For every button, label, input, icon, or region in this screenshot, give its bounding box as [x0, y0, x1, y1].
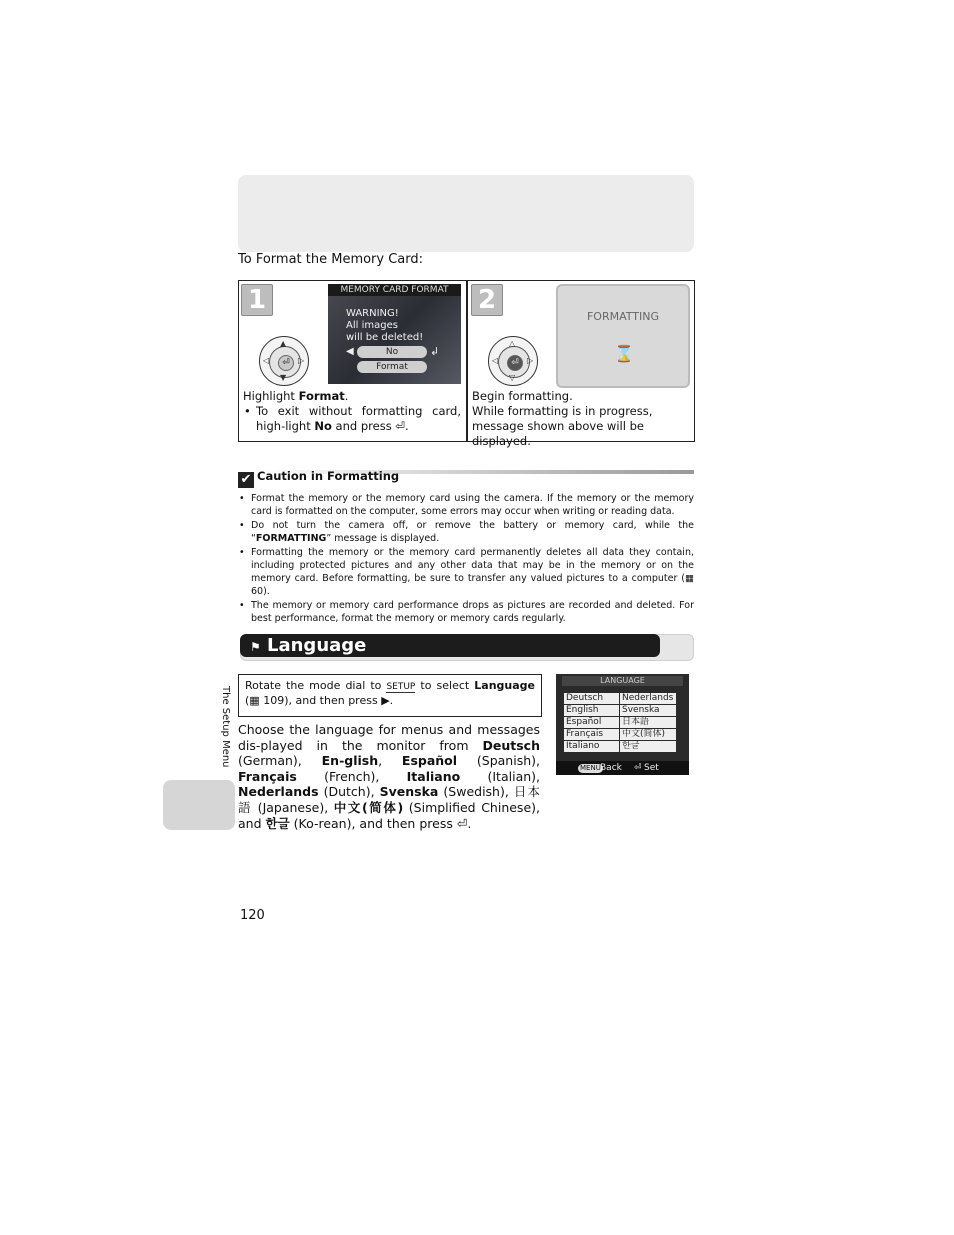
language-option: 中文(简体) [620, 729, 676, 740]
formatting-screen [556, 284, 690, 388]
reference-icon: ▦ [249, 694, 260, 707]
warning-line-1: WARNING! [346, 308, 399, 319]
language-option: Nederlands [620, 693, 676, 704]
warning-line-3: will be deleted! [346, 332, 424, 343]
list-item: • Format the memory or the memory card using the camera. If the memory or the memory card is formatted on the computer, some errors may occur when writing or reading data. [238, 492, 694, 518]
step-1-text: Highlight Format. • To exit without formatting card, high-light No and press ⏎. [243, 389, 461, 433]
instruction-box: Rotate the mode dial to SETUP to select Language (▦ 109), and then press ▶. [238, 674, 542, 717]
list-item: • The memory or memory card performance drops as pictures are recorded and deleted. For best performance, format the memory or memory cards regularly. [238, 599, 694, 625]
language-option: Italiano [564, 741, 619, 752]
language-option: Svenska [620, 705, 676, 716]
intro-heading: To Format the Memory Card: [238, 252, 424, 267]
caution-list [238, 492, 694, 626]
menu-button-icon: MENU [580, 764, 601, 772]
check-icon: ✔ [238, 472, 254, 488]
language-description: Choose the language for menus and messages dis-played in the monitor from Deutsch (German), En-glish, Español (Spanish), Français (French), Italiano (Italian), Nederlands (Dutch), Svenska (Swedish), 日本語 (Japanese), 中文(简体) (Simplified Chinese), and 한글 (Ko-rean), and then press ⏎. [238, 722, 540, 831]
flag-icon: ⚑ [250, 640, 261, 654]
enter-button-icon: ⏎ [456, 815, 468, 831]
step-2-number: 2 [471, 284, 503, 316]
language-screen-footer [556, 761, 689, 775]
option-format: Format [357, 361, 427, 373]
language-screen [556, 674, 689, 775]
back-label: Back [600, 763, 622, 773]
set-label: Set [644, 763, 659, 773]
setup-mode-icon: SETUP [386, 682, 416, 692]
enter-button-icon: ⏎ [278, 355, 294, 371]
language-screen-title: LANGUAGE [562, 676, 683, 686]
language-option: English [564, 705, 619, 716]
language-option: 日本語 [620, 717, 676, 728]
header-band [238, 175, 694, 252]
language-option: Español [564, 717, 619, 728]
section-title: Language [267, 635, 367, 656]
step-1-number: 1 [241, 284, 273, 316]
enter-button-icon: ⏎ [507, 355, 523, 371]
format-screen-title: MEMORY CARD FORMAT [328, 284, 461, 296]
list-item: • Do not turn the camera off, or remove the battery or memory card, while the “FORMATTING” message is displayed. [238, 519, 694, 545]
left-arrow-icon: ◀ [346, 346, 354, 357]
section-tab [163, 780, 235, 830]
side-section-label: The Setup Menu [220, 686, 231, 768]
hourglass-icon: ⌛ [614, 344, 634, 363]
language-option: 한글 [620, 741, 676, 752]
warning-line-2: All images [346, 320, 398, 331]
section-title-bar [240, 634, 660, 657]
right-arrow-icon: ▶ [381, 694, 390, 707]
caution-heading: ✔ Caution in Formatting [238, 469, 399, 488]
list-item: • Formatting the memory or the memory card permanently deletes all data they contain, including protected pictures and any other data that may be in the memory or on the memory card. Before formatting, be sure to transfer any valued pictures to a computer (▦ 60). [238, 546, 694, 598]
multi-selector-icon: ⏎ △ ▽ ◁ ▷ [488, 336, 538, 386]
language-option: Deutsch [564, 693, 619, 704]
enter-icon: ↲ [430, 345, 440, 358]
page-number: 120 [240, 908, 265, 923]
language-option: Français [564, 729, 619, 740]
formatting-message: FORMATTING [586, 310, 660, 323]
option-no: No [357, 346, 427, 358]
enter-icon: ⏎ [634, 763, 642, 773]
step-2-text: Begin formatting. While formatting is in progress, message shown above will be displayed. [472, 389, 653, 448]
multi-selector-icon: ⏎ ▲ ▼ ◁ ▷ [259, 336, 309, 386]
reference-icon: ▦ [685, 573, 694, 584]
enter-button-icon: ⏎ [395, 419, 405, 433]
format-screen [328, 284, 461, 384]
